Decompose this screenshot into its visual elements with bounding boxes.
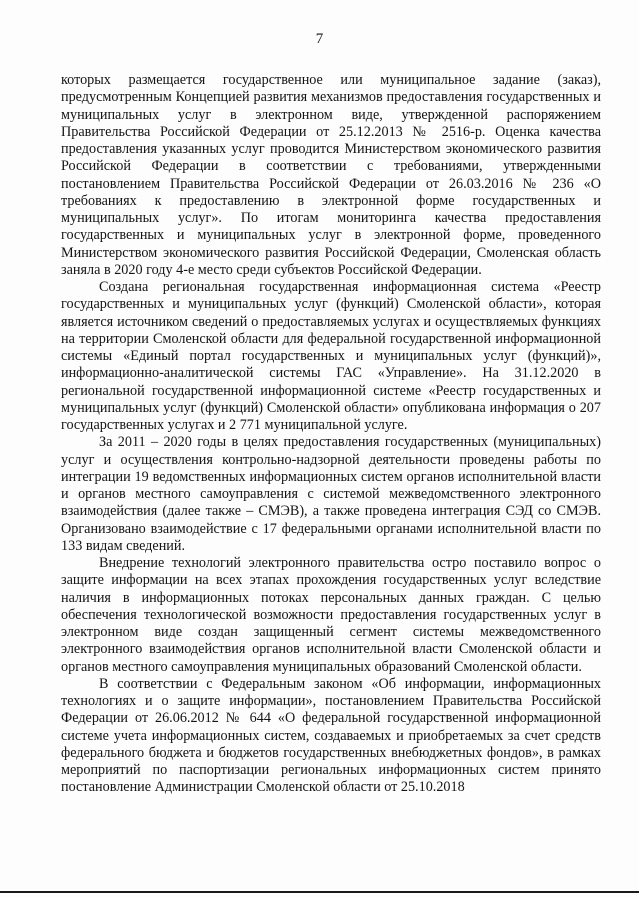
- paragraph-systems-certification: В соответствии с Федеральным законом «Об информации, информационных технологиях и о защите информации», постановлением Правительства Российской Федерации от 26.06.2012 № 644 «О федеральной государственной информационной системе учета информационных систем, создаваемых и приобретаемых за счет средств федерального бюджета и бюджетов государственных внебюджетных фондов», в рамках мероприятий по паспортизации региональных информационных систем принято постановление Администрации Смоленской области от 25.10.2018: [61, 675, 601, 796]
- bottom-divider: [0, 891, 639, 893]
- paragraph-services-registry: Создана региональная государственная информационная система «Реестр государственных и муниципальных услуг (функций) Смоленской области», которая является источником сведений о предоставляемых услугах и осуществляемых функциях на территории Смоленской области для федеральной государственной информационной системы «Единый портал государственных и муниципальных услуг (функций)», информационно-аналитической системы ГАС «Управление». На 31.12.2020 в региональной государственной информационной системе «Реестр государственных и муниципальных услуг (функций) Смоленской области» опубликована информация о 207 государственных услугах и 2 771 муниципальной услуге.: [61, 279, 601, 433]
- page-number: 7: [315, 31, 324, 47]
- document-body: [61, 72, 601, 797]
- paragraph-smev-integration: За 2011 – 2020 годы в целях предоставления государственных (муниципальных) услуг и осуществления контрольно-надзорной деятельности проведены работы по интеграции 19 ведомственных информационных систем органов исполнительной власти и органов местного самоуправления с системой межведомственного электронного взаимодействия (далее также – СМЭВ), а также проведена интеграция СЭД со СМЭВ. Организовано взаимодействие с 17 федеральными органами исполнительной власти по 133 видам сведений.: [61, 434, 601, 554]
- paragraph-quality-assessment: которых размещается государственное или муниципальное задание (заказ), предусмотренным Концепцией развития механизмов предоставления государственных и муниципальных услуг в электронном виде, утвержденной распоряжением Правительства Российской Федерации от 25.12.2013 № 2516-р. Оценка качества предоставления указанных услуг проводится Министерством экономического развития Российской Федерации в соответствии с требованиями, утвержденными постановлением Правительства Российской Федерации от 26.03.2016 № 236 «О требованиях к предоставлению в электронной форме государственных и муниципальных услуг». По итогам мониторинга качества предоставления государственных и муниципальных услуг в электронной форме, проведенного Министерством экономического развития Российской Федерации, Смоленская область заняла в 2020 году 4-е место среди субъектов Российской Федерации.: [61, 72, 601, 278]
- paragraph-information-security: Внедрение технологий электронного правительства остро поставило вопрос о защите информации на всех этапах прохождения государственных услуг вследствие наличия в информационных потоках персональных данных граждан. С целью обеспечения технологической возможности предоставления государственных услуг в электронном виде создан защищенный сегмент системы межведомственного электронного взаимодействия органов исполнительной власти Смоленской области и органов местного самоуправления муниципальных образований Смоленской области.: [61, 555, 601, 675]
